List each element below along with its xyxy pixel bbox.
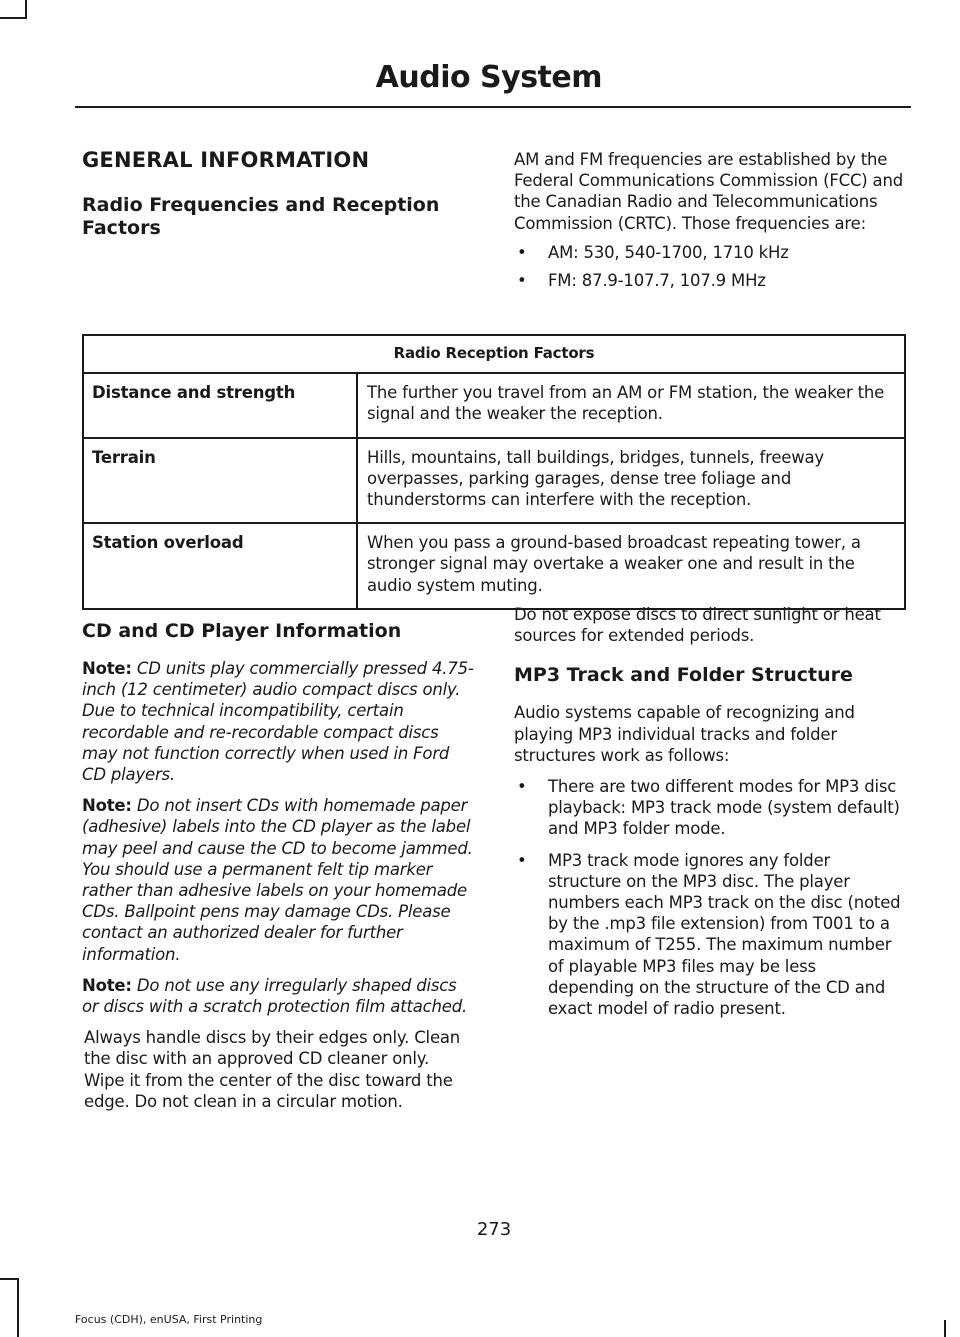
crop-mark: [944, 1320, 946, 1337]
footer-text: Focus (CDH), enUSA, First Printing: [75, 1313, 263, 1326]
list-item: • AM: 530, 540-1700, 1710 kHz: [517, 242, 789, 262]
table-description: When you pass a ground-based broadcast repeating tower, a stronger signal may overtake a weaker one and result in the audio system muting.: [357, 523, 905, 609]
general-info-heading: GENERAL INFORMATION: [82, 148, 370, 172]
table-title: Radio Reception Factors: [83, 335, 905, 373]
header-divider: [75, 106, 911, 108]
crop-mark: [0, 1278, 17, 1280]
sunlight-text: Do not expose discs to direct sunlight or heat sources for extended periods.: [514, 605, 881, 646]
mp3-section: [514, 604, 906, 1019]
note-label: Note:: [82, 659, 132, 678]
bullet-icon: •: [517, 777, 527, 797]
table-description: The further you travel from an AM or FM station, the weaker the signal and the weaker the reception.: [357, 373, 905, 437]
radio-frequencies-heading: Radio Frequencies and Reception Factors: [82, 194, 440, 239]
frequency-list: [514, 242, 906, 291]
bullet-icon: •: [517, 850, 527, 870]
bullet-icon: •: [517, 242, 527, 262]
mp3-list: [514, 776, 906, 1019]
radio-reception-table: [82, 334, 906, 610]
mp3-intro: Audio systems capable of recognizing and playing MP3 individual tracks and folder structures work as follows:: [514, 703, 855, 765]
note: Note: CD units play commercially pressed 4.75-inch (12 centimeter) audio compact discs only. Due to technical incompatibility, certain recordable and re-recordable compact discs may not function correctly when used in Ford CD players.: [82, 659, 474, 785]
note-label: Note:: [82, 975, 132, 995]
table-row: [83, 523, 905, 609]
note-label: Note:: [82, 796, 132, 816]
cd-info-heading: CD and CD Player Information: [82, 620, 402, 642]
disc-handling-text: Always handle discs by their edges only. Clean the disc with an approved CD cleaner only. Wipe it from the center of the disc toward the edge. Do not clean in a circular motion.: [84, 1028, 461, 1111]
table-description: Hills, mountains, tall buildings, bridges, tunnels, freeway overpasses, parking garages, dense tree foliage and thunderstorms can interfere with the reception.: [357, 438, 905, 524]
mp3-heading: MP3 Track and Folder Structure: [514, 664, 853, 687]
table-row: [83, 438, 905, 524]
table-header-row: [83, 335, 905, 373]
general-info-section: [82, 148, 474, 240]
note: Note: Do not insert CDs with homemade paper (adhesive) labels into the CD player as the label may peel and cause the CD to become jammed. You should use a permanent felt tip marker rather than adhesive labels on your homemade CDs. Ballpoint pens may damage CDs. Please contact an authorized dealer for further information.: [82, 796, 473, 964]
list-item: • There are two different modes for MP3 disc playback: MP3 track mode (system default) and MP3 folder mode.: [517, 777, 900, 839]
list-item: • MP3 track mode ignores any folder structure on the MP3 disc. The player numbers each MP3 track on the disc (noted by the .mp3 file extension) from T001 to a maximum of T255. The maximum number of playable MP3 files may be less depending on the structure of the CD and exact model of radio present.: [517, 850, 901, 1019]
list-item: • FM: 87.9-107.7, 107.9 MHz: [517, 271, 766, 291]
cd-info-section: [82, 620, 474, 1112]
bullet-icon: •: [517, 271, 527, 291]
crop-mark: [17, 1278, 19, 1337]
table-term: Distance and strength: [83, 373, 357, 437]
crop-mark: [0, 17, 25, 19]
frequencies-section: [514, 149, 906, 291]
table-term: Station overload: [83, 523, 357, 609]
page-number: 273: [476, 1219, 512, 1240]
section-title: Audio System: [375, 60, 602, 95]
table-term: Terrain: [83, 438, 357, 524]
crop-mark: [25, 0, 27, 19]
frequencies-intro: AM and FM frequencies are established by the Federal Communications Commission (FCC) and the Canadian Radio and Telecommunications Commission (CRTC). Those frequencies are:: [514, 150, 903, 233]
table-row: [83, 373, 905, 437]
note: Note: Do not use any irregularly shaped discs or discs with a scratch protection film attached.: [82, 975, 468, 1017]
